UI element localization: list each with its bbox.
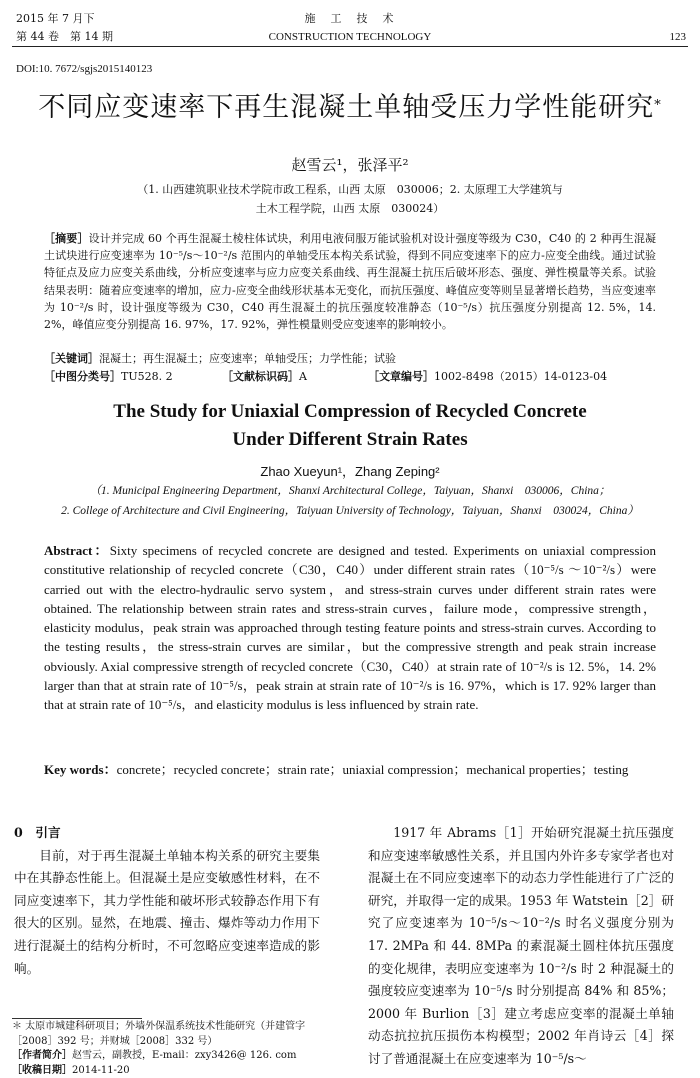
doc-label: ［文献标识码］ (222, 370, 299, 383)
keywords-en-label: Key words： (44, 762, 117, 777)
keywords-cn (44, 350, 656, 367)
author-note (12, 1049, 332, 1064)
authors-cn: 赵雪云¹，张泽平² (0, 154, 700, 175)
received-value: 2014-11-20 (72, 1065, 130, 1076)
title-en-line2: Under Different Strain Rates (0, 426, 700, 454)
header-rule (12, 46, 688, 47)
title-cn-text: 不同应变速率下再生混凝土单轴受压力学性能研究 (38, 92, 654, 123)
abstract-en-text: Sixty specimens of recycled concrete are designed and tested. Experiments on uniaxial compression constitutive relationship of recycled concrete（C30，C40）under different strain rates（10⁻⁵/s ～10⁻²/s）were carried out with the electro-hydraulic servo system，and stress-strain curves under different strain rates were obtained. The relationship between strain rates and stress-strain curves，failure mode，compressive strength，elasticity modulus，peak strain was approached through testing feature points and stress-strain curves. According to the testing results，the stress-strain curves are similar，but the compressive strength and peak strain increase obviously. Axial compressive strength of recycled concrete（C30，C40）at strain rate of 10⁻²/s is 12. 5%，14. 2% larger than that at strain rate of 10⁻⁵/s，peak strain at strain rate of 10⁻²/s is 16. 97%，which is 17. 92% larger than that at strain rate of 10⁻⁵/s，and elasticity modulus is less influenced by strain rate. (44, 543, 656, 712)
art-value: 1002-8498（2015）14-0123-04 (434, 370, 607, 383)
fund-note: ＊ 太原市城建科研项目；外墙外保温系统技术性能研究（并建管字［2008］392 号；并财城［2008］332 号） (12, 1020, 332, 1049)
section-0 (14, 822, 320, 980)
doc-value: A (299, 370, 307, 383)
art-label: ［文章编号］ (368, 370, 434, 383)
received-label: ［收稿日期］ (12, 1065, 72, 1076)
author-note-text: 赵雪云，副教授，E-mail：zxy3426@ 126. com (72, 1050, 296, 1061)
title-en-line1: The Study for Uniaxial Compression of Recycled Concrete (0, 398, 700, 426)
keywords-cn-text: 混凝土；再生混凝土；应变速率；单轴受压；力学性能；试验 (99, 352, 396, 365)
abstract-en-label: Abstract： (44, 543, 110, 558)
article-number-row (368, 368, 607, 384)
journal-name-en: CONSTRUCTION TECHNOLOGY (0, 30, 700, 44)
doi: DOI:10. 7672/sgjs2015140123 (16, 63, 152, 75)
keywords-en (44, 760, 656, 779)
section-paragraph: 目前，对于再生混凝土单轴本构关系的研究主要集中在其静态性能上。但混凝土是应变敏感性材料，在不同应变速率下，其力学性能和破坏形式较静态作用下有很大的区别。显然，在地震、撞击、爆炸等动力作用下进行混凝土的结构分析时，不可忽略应变速率造成的影响。 (14, 845, 320, 981)
page-title-cn (0, 90, 700, 126)
abstract-en (44, 541, 656, 715)
cls-label: ［中图分类号］ (44, 370, 121, 383)
abstract-cn (44, 230, 656, 333)
received-date (12, 1064, 332, 1078)
affiliation-en-line2: 2. College of Architecture and Civil Engineering，Taiyuan University of Technology，Taiyuan，Shanxi 030024，China） (0, 500, 700, 522)
page-number: 123 (670, 30, 687, 44)
keywords-cn-label: ［关键词］ (44, 352, 99, 365)
issue-date: 2015 年 7 月下 (16, 12, 94, 26)
keywords-en-text: concrete；recycled concrete；strain rate；uniaxial compression；mechanical properties；testing (117, 762, 629, 777)
doc-code-row (222, 368, 307, 384)
classification-row (44, 368, 173, 384)
section-heading: 0 引言 (14, 822, 320, 845)
affiliation-cn-line2: 土木工程学院，山西 太原 030024） (0, 201, 700, 217)
author-note-label: ［作者简介］ (12, 1050, 72, 1061)
footnote-rule (12, 1018, 142, 1019)
journal-name-cn: 施 工 技 术 (0, 12, 700, 26)
affiliation-en-line1: （1. Municipal Engineering Department，Shanxi Architectural College，Taiyuan，Shanxi 030006，China； (0, 480, 700, 502)
footnotes (12, 1020, 332, 1078)
abstract-cn-label: ［摘要］ (44, 232, 89, 245)
authors-en: Zhao Xueyun¹，Zhang Zeping² (0, 461, 700, 480)
title-footnote-mark: * (654, 98, 662, 113)
volume-issue: 第 44 卷 第 14 期 (16, 30, 113, 44)
affiliation-cn-line1: （1. 山西建筑职业技术学院市政工程系，山西 太原 030006；2. 太原理工大学建筑与 (0, 182, 700, 198)
right-column-text: 1917 年 Abrams［1］开始研究混凝土抗压强度和应变速率敏感性关系，并且国内外许多专家学者也对混凝土在不同应变速率下的动态力学性能进行了广泛的研究，并取得一定的成果。1953 年 Watstein［2］研究了应变速率为 10⁻⁵/s～10⁻²/s 时名义强度分别为 17. 2MPa 和 44. 8MPa 的素混凝土圆柱体抗压强度的变化规律，表明应变速率为 10⁻²/s 时 2 种混凝土的强度较应变速率为 10⁻⁵/s 时分别提高 84% 和 85%；2000 年 Burlion［3］建立考虑应变率的混凝土单轴动态抗拉抗压损伤本构模型；2002 年肖诗云［4］探讨了普通混凝土在应变速率为 10⁻⁵/s～ (368, 822, 674, 1071)
cls-value: TU528. 2 (121, 370, 173, 383)
abstract-cn-text: 设计并完成 60 个再生混凝土棱柱体试块，利用电液伺服万能试验机对设计强度等级为 C30，C40 的 2 种再生混凝土试块进行应变速率为 10⁻⁵/s～10⁻²/s 范围内的单轴受压本构关系试验，得到不同应变速率下的应力-应变全曲线。通过试验特征点及应力应变关系曲线，分析应变速率与应力应变关系曲线、再生混凝土抗压后破坏形态、强度、弹性模量等关系。试验结果表明：随着应变速率的增加，应力-应变全曲线形状基本无变化，而抗压强度、峰值应变等则呈显著增长趋势，当应变速率为 10⁻²/s 时，设计强度等级为 C30，C40 再生混凝土的抗压强度较准静态（10⁻⁵/s）抗压强度分别提高 12. 5%，14. 2%，峰值应变分别提高 16. 97%，17. 92%，弹性模量则受应变速率的影响较小。 (44, 232, 656, 331)
